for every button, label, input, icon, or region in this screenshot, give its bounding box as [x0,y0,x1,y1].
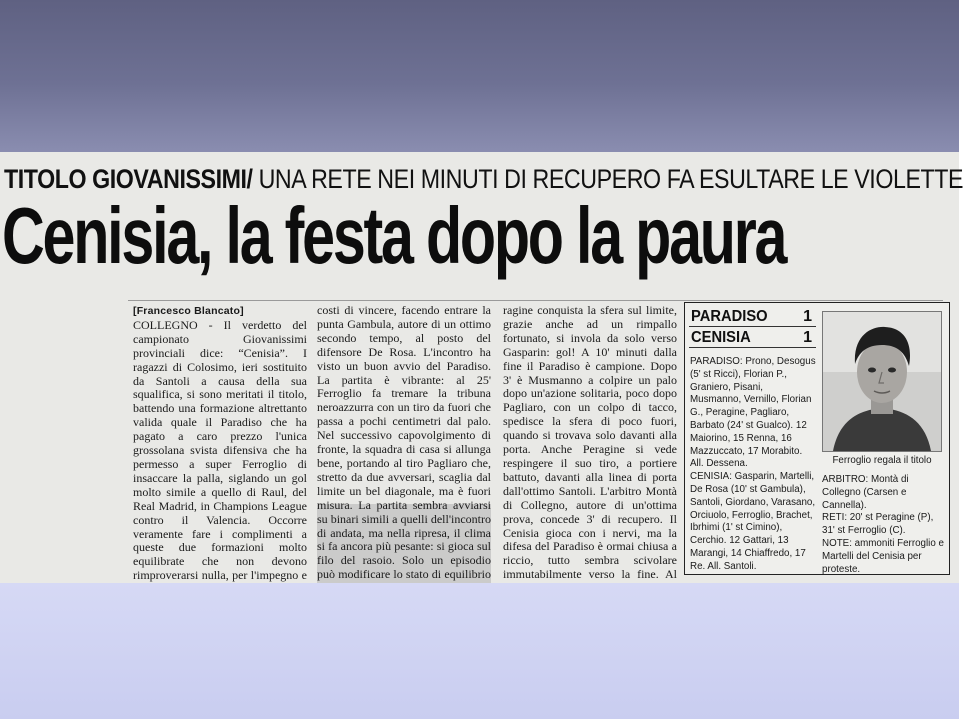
kicker-subtitle: UNA RETE NEI MINUTI DI RECUPERO FA ESULTARE LE VIOLETTE [252,164,963,194]
referee-info: ARBITRO: Montà di Collegno (Carsen e Cannella). [822,474,909,511]
article-column-2 [317,304,491,583]
newspaper-clipping [0,152,963,583]
column-1-text: COLLEGNO - Il verdetto del campionato Giovanissimi provinciali dice: “Cenisia”. I ragazzi di Colosimo, ieri sostituito da Santoli a causa della sua squalifica, si sono meritati il titolo, battendo una formazione altrettanto valida quale il Paradiso che ha pagato a caro prezzo l'unica grossolana svista difensiva che ha permesso a super Ferroglio di insaccare la palla, siglando un gol molto simile a quello di Raul, del Real Madrid, in Champions League contro il Valencia. Occorre veramente fare i complimenti a queste due formazioni molto equilibrate che non devono rimproverarsi nulla, per l'impegno e [133,317,307,583]
column-2-text: costi di vincere, facendo entrare la punta Gambula, autore di un ottimo secondo tempo, al posto del difensore De Rosa. L'incontro ha visto un buon avvio del Paradiso. La partita è vibrante: al 25' Ferroglio fa tremare la tribuna neroazzurra con un tiro da fuori che passa a pochi centimetri dal palo. Nel successivo capovolgimento di fronte, la squadra di casa si allunga bene, portando al tiro Pagliaro che, stretto da due avversari, scaglia dal limite un bel diagonale, ma è fuori misura. La partita sembra avviarsi su binari simili a quelli dell'incontro di andata, ma nella ripresa, il clima si fa ancora più pesante: si gioca sul filo del rasoio. Solo un episodio può modificare lo stato di equilibrio [317,303,491,582]
lineup-paradiso: PARADISO: Prono, Desogus (5' st Ricci), Florian P., Graniero, Pisani, Musmanno, Vernillo, Florian G., Peragine, Pagliaro, Barbato (24' st Gualco). 12 Maiorino, 15 Renna, 16 Mazzuccato, 17 Morabito. All. Dessena. [690,356,816,470]
kicker-section: TITOLO GIOVANISSIMI/ [4,164,253,194]
lineups [690,356,816,570]
headline: Cenisia, la festa dopo la paura [2,191,786,280]
player-photo [822,311,942,452]
slide-bottom-band [0,583,959,719]
notes-info: NOTE: ammoniti Ferroglio e Martelli del Cenisia per proteste. [822,537,944,575]
team-goals: 1 [803,329,812,346]
match-info-box [684,302,950,575]
article-body [133,304,678,583]
goals-info: RETI: 20' st Peragine (P), 31' st Ferroglio (C). [822,512,934,537]
player-portrait-image [823,312,941,451]
team-goals: 1 [803,308,812,325]
score-row [689,328,816,348]
article-column-1 [133,304,307,583]
team-name: CENISIA [691,329,751,346]
photo-caption: Ferroglio regala il titolo [832,455,932,466]
byline: [Francesco Blancato] [133,305,244,317]
match-facts [822,474,946,576]
slide-top-band [0,0,959,152]
score-row [689,307,816,327]
divider [128,300,943,301]
team-name: PARADISO [691,308,768,325]
column-3-text: ragine conquista la sfera sul limite, grazie anche ad un rimpallo fortunato, si invola da solo verso Gasparin: gol! A 10' minuti dalla fine il Paradiso è campione. Dopo 3' è Musmanno a colpire un palo dopo un'azione solitaria, poco dopo Pagliaro, con un colpo di tacco, spedisce la sfera di poco fuori, quando si trovava solo davanti alla porta. Anche Peragine si vede respingere il suo tiro, a portiere battuto, davanti alla linea di porta dall'ottimo Santoli. L'arbitro Montà di Collegno, autore di un'ottima prova, concede 3' di recupero. Il Cenisia gioca con i nervi, ma la difesa del Paradiso è ormai chiusa a riccio, tutto sembra scivolare immutabilmente verso la fine. Al [503,303,677,582]
lineup-cenisia: CENISIA: Gasparin, Martelli, De Rosa (10' st Gambula), Santoli, Giordano, Varasano, Orciuolo, Ferroglio, Brachet, Ibrhimi (1' st Cimino), Cerchio. 12 Gattari, 13 Marangi, 14 Chiaffredo, 17 Re. All. Santoli. [690,471,816,572]
article-column-3 [503,304,677,583]
